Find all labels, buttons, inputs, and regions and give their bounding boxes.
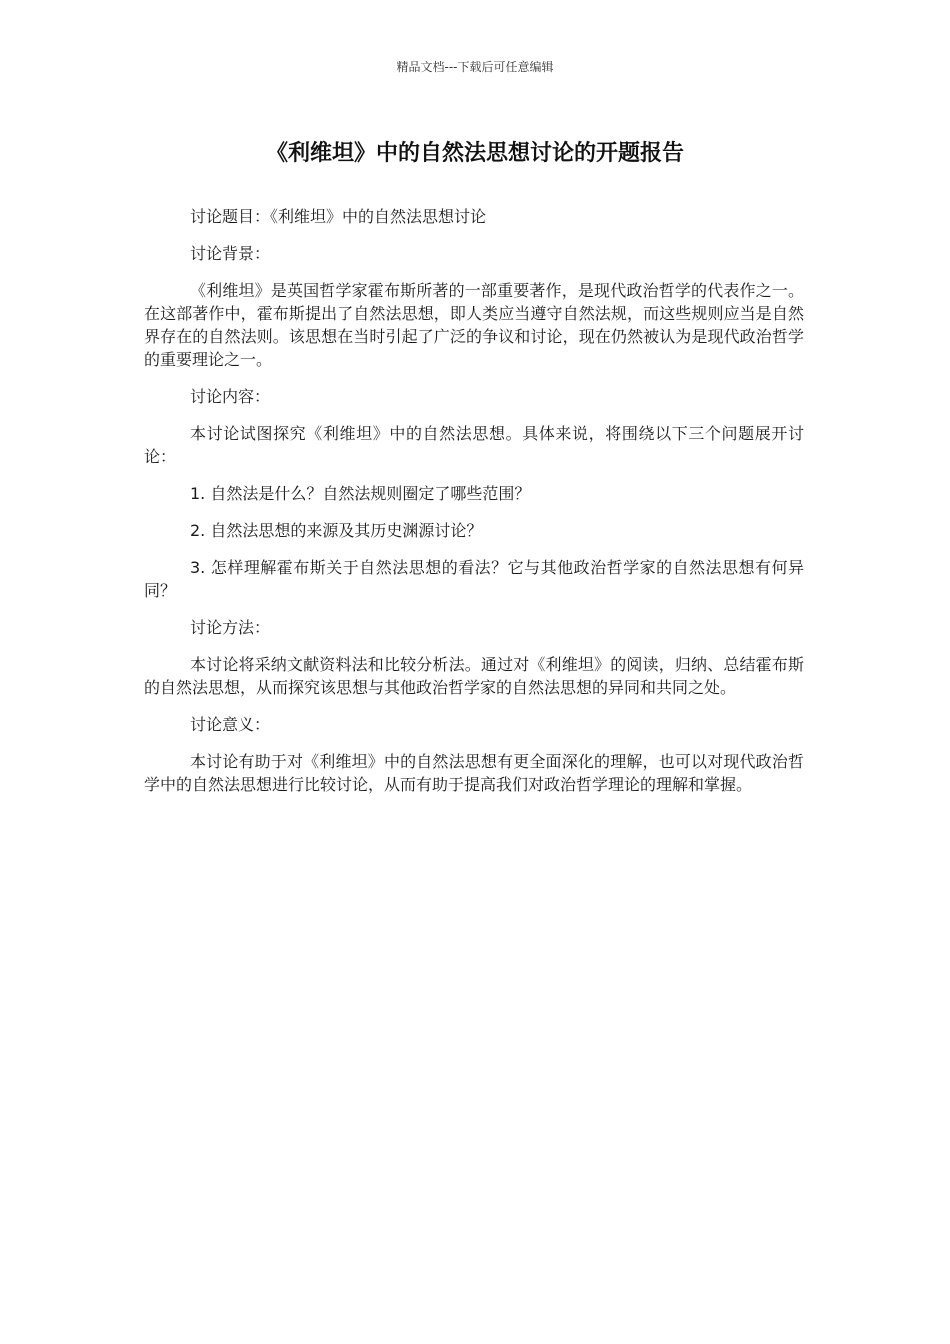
paragraph-method: 本讨论将采纳文献资料法和比较分析法。通过对《利维坦》的阅读，归纳、总结霍布斯的自然法思想，从而探究该思想与其他政治哲学家的自然法思想的异同和共同之处。 [144, 655, 804, 697]
heading-significance: 讨论意义： [190, 715, 271, 734]
page-header: 精品文档---下载后可任意编辑 [396, 60, 554, 74]
document-title: 《利维坦》中的自然法思想讨论的开题报告 [265, 141, 684, 166]
document-body [144, 205, 804, 810]
heading-method: 讨论方法： [190, 618, 271, 637]
paragraph-significance: 本讨论有助于对《利维坦》中的自然法思想有更全面深化的理解，也可以对现代政治哲学中的自然法思想进行比较讨论，从而有助于提高我们对政治哲学理论的理解和掌握。 [144, 752, 804, 794]
paragraph-content: 本讨论试图探究《利维坦》中的自然法思想。具体来说，将围绕以下三个问题展开讨论： [144, 424, 804, 466]
paragraph-background: 《利维坦》是英国哲学家霍布斯所著的一部重要著作，是现代政治哲学的代表作之一。在这部著作中，霍布斯提出了自然法思想，即人类应当遵守自然法规，而这些规则应当是自然界存在的自然法则。该思想在当时引起了广泛的争议和讨论，现在仍然被认为是现代政治哲学的重要理论之一。 [144, 281, 804, 369]
heading-content: 讨论内容： [190, 387, 271, 406]
list-item-question-3: 3. 怎样理解霍布斯关于自然法思想的看法？它与其他政治哲学家的自然法思想有何异同？ [144, 558, 804, 600]
heading-background: 讨论背景： [190, 244, 271, 263]
list-item-question-1: 1. 自然法是什么？自然法规则圈定了哪些范围？ [190, 484, 531, 503]
list-item-question-2: 2. 自然法思想的来源及其历史渊源讨论？ [190, 521, 483, 540]
paragraph-topic: 讨论题目：《利维坦》中的自然法思想讨论 [190, 207, 487, 226]
